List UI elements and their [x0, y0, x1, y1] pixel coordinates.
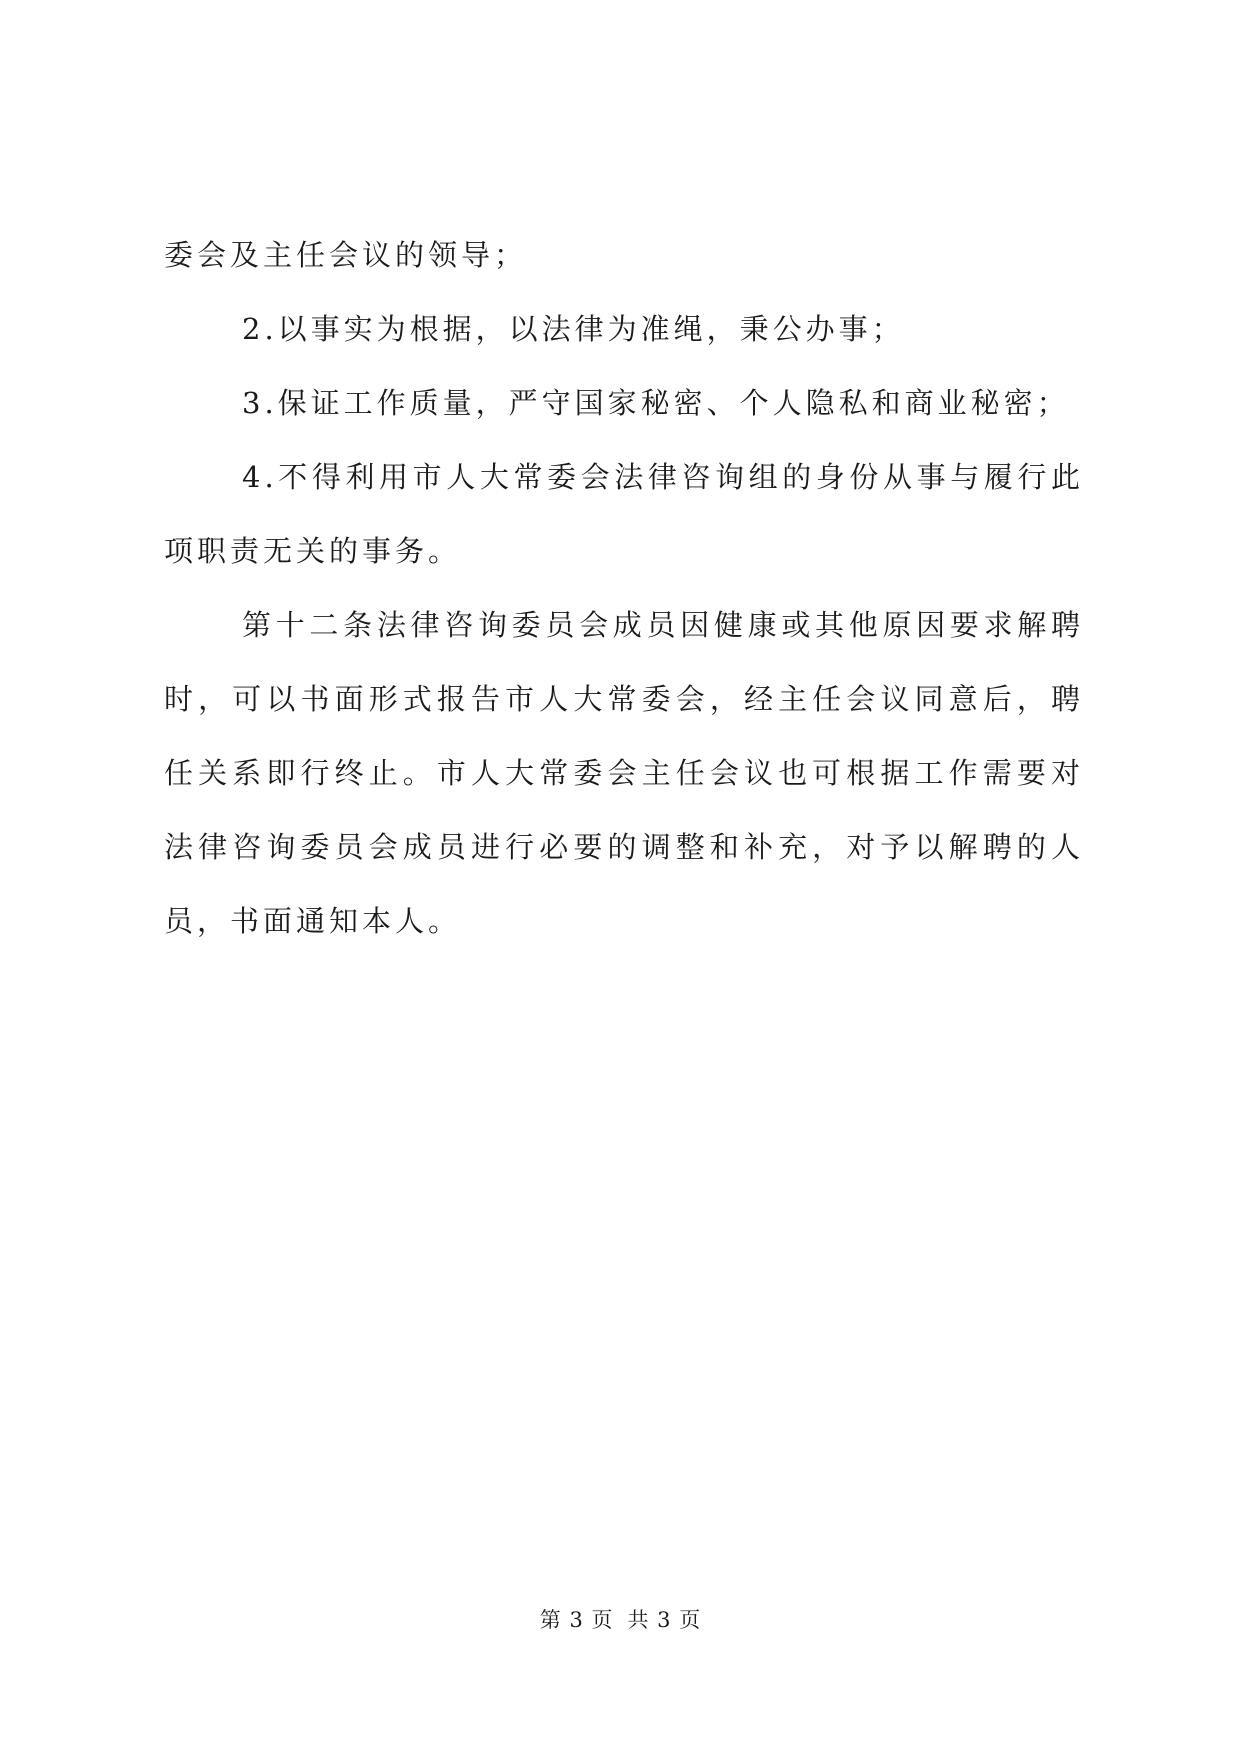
page-total: 共 3 页 — [627, 1608, 702, 1632]
page-number: 第 3 页 — [539, 1608, 614, 1632]
document-body — [164, 218, 1084, 958]
paragraph-article-12: 第十二条法律咨询委员会成员因健康或其他原因要求解聘时，可以书面形式报告市人大常委会，经主任会议同意后，聘任关系即行终止。市人大常委会主任会议也可根据工作需要对法律咨询委员会成员进行必要的调整和补充，对予以解聘的人员，书面通知本人。 — [164, 608, 1084, 938]
paragraph-item-2: 2.以事实为根据，以法律为准绳，秉公办事； — [242, 312, 905, 346]
paragraph-item-4: 4.不得利用市人大常委会法律咨询组的身份从事与履行此项职责无关的事务。 — [164, 460, 1084, 568]
paragraph-item-3: 3.保证工作质量，严守国家秘密、个人隐私和商业秘密； — [242, 386, 1070, 420]
page-footer — [0, 1604, 1241, 1634]
paragraph-continuation: 委会及主任会议的领导； — [164, 238, 528, 272]
